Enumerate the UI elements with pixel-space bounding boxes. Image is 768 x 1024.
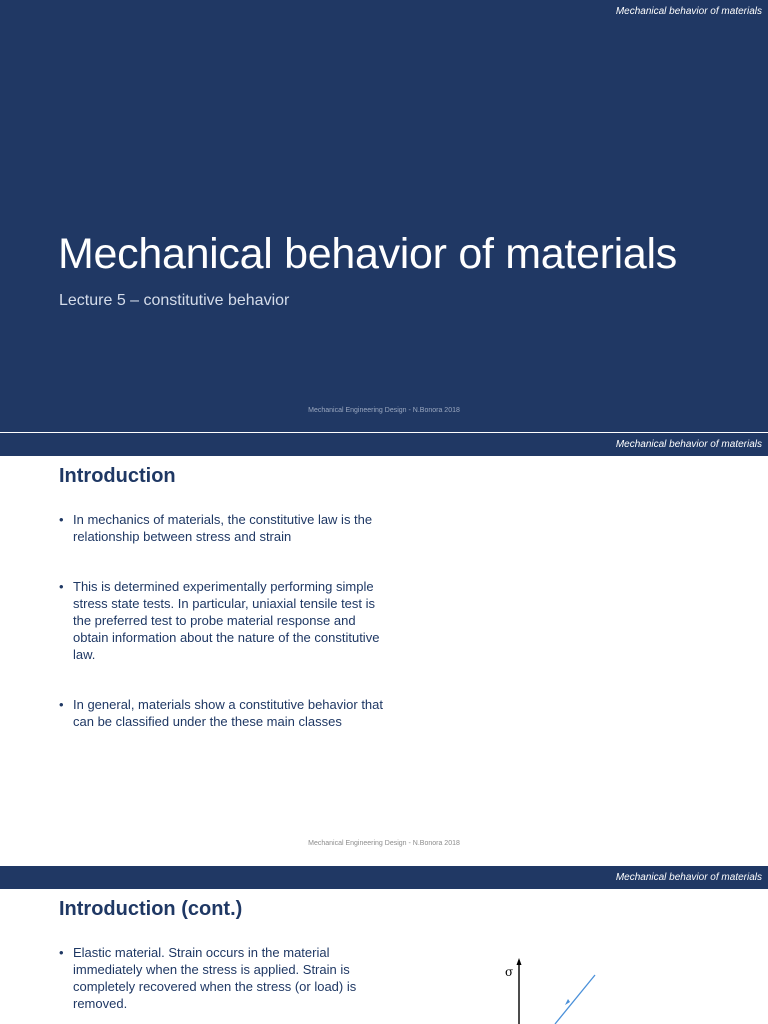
sigma-axis-label: σ [505, 965, 514, 979]
bullet-list [59, 944, 389, 1024]
y-axis-arrow [517, 958, 522, 965]
header-tag: Mechanical behavior of materials [615, 439, 762, 450]
direction-arrow [565, 999, 570, 1005]
bullet-item [59, 944, 389, 1012]
title-slide [0, 0, 768, 432]
header-band [0, 433, 768, 456]
introduction-cont-slide [0, 866, 768, 1024]
bullet-item: • In general, materials show a constitutive behavior that can be classified under the these main classes [59, 696, 389, 730]
section-title: Introduction [59, 465, 176, 487]
bullet-item: • In mechanics of materials, the constitutive law is the relationship between stress and strain [59, 511, 389, 545]
stress-strain-chart [495, 952, 615, 1024]
section-title: Introduction (cont.) [59, 898, 243, 920]
slide-title: Mechanical behavior of materials [58, 230, 677, 278]
introduction-slide [0, 433, 768, 865]
header-band [0, 866, 768, 889]
bullet-text: . Strain occurs in the material immediately when the stress is applied. Strain is completely recovered when the stress (or load) is removed. [73, 945, 357, 1011]
bullet-list [59, 511, 389, 763]
header-tag: Mechanical behavior of materials [615, 872, 762, 883]
bullet-item: • This is determined experimentally performing simple stress state tests. In particular, uniaxial tensile test is the preferred test to probe material response and obtain information about the nature of the constitutive law. [59, 578, 389, 663]
bullet-term: Elastic material [73, 945, 162, 960]
header-tag: Mechanical behavior of materials [615, 6, 762, 17]
slide-subtitle: Lecture 5 – constitutive behavior [59, 292, 290, 309]
slide-footer: Mechanical Engineering Design - N.Bonora 2018 [308, 840, 460, 847]
slide-footer: Mechanical Engineering Design - N.Bonora 2018 [308, 407, 460, 414]
loading-line [555, 975, 595, 1024]
